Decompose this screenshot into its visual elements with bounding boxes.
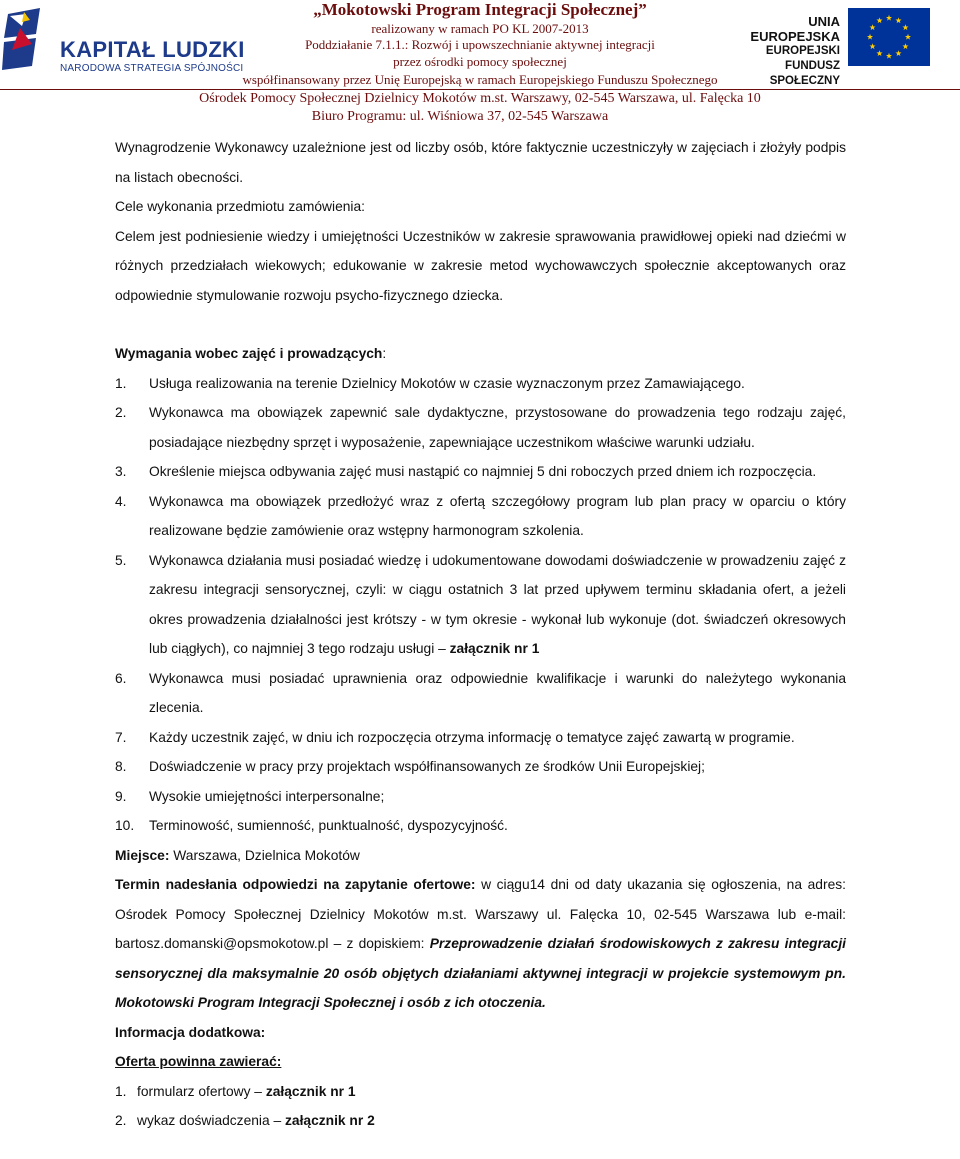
deadline-label: Termin nadesłania odpowiedzi na zapytanie ofertowe:: [115, 877, 476, 892]
list-item: [115, 782, 846, 812]
goals-paragraph: Celem jest podniesienie wiedzy i umiejętności Uczestników w zakresie sprawowania prawidłowej opieki nad dziećmi w różnych przedziałach wiekowych; edukowanie w zakresie metod wychowawczych społecznie akceptowanych oraz odpowiednie stymulowanie rozwoju psycho-fizycznego dziecka.: [115, 228, 846, 303]
item-text: Wykonawca działania musi posiadać wiedzę i udokumentowane dowodami doświadczenie w prowadzeniu zajęć z zakresu integracji sensorycznej, czyli: w ciągu ostatnich 3 lat przed upływem terminu składania ofert, a jeżeli okres prowadzenia działalności jest krótszy - w tym okresie - wykonał lub wykonuje (dot. świadczeń okresowych lub ciągłych), co najmniej 3 tego rodzaju usługi –: [149, 552, 846, 656]
list-item: [115, 487, 846, 546]
requirements-heading-text: Wymagania wobec zajęć i prowadzących: [115, 346, 383, 361]
document-body: [115, 133, 846, 1136]
item-number: 1.: [115, 375, 127, 391]
item-number: 9.: [115, 788, 127, 804]
item-number: 10.: [115, 818, 135, 833]
item-text: Określenie miejsca odbywania zajęć musi nastąpić co najmniej 5 dni roboczych przed dniem ich rozpoczęcia.: [149, 464, 817, 479]
eu-label-line-3: FUNDUSZ SPOŁECZNY: [769, 60, 840, 87]
list-item: [115, 723, 846, 753]
item-number: 3.: [115, 464, 127, 479]
program-line-5: współfinansowany przez Unię Europejską w ramach Europejskiego Funduszu Społecznego: [242, 72, 718, 87]
item-number: 2.: [115, 405, 127, 420]
list-item: [115, 1106, 846, 1136]
item-number: 4.: [115, 493, 127, 509]
attachments-list: [115, 1077, 846, 1136]
list-item: [115, 664, 846, 723]
program-line-2: realizowany w ramach PO KL 2007-2013: [371, 21, 589, 36]
eu-label-line-1: UNIA EUROPEJSKA: [750, 14, 840, 44]
attachment-reference: załącznik nr 1: [449, 641, 540, 656]
offer-heading-text: Oferta powinna zawierać:: [115, 1054, 282, 1069]
program-line-4: przez ośrodki pomocy społecznej: [393, 54, 567, 69]
requirements-heading-colon: :: [382, 346, 387, 361]
item-text: Wykonawca ma obowiązek zapewnić sale dydaktyczne, przystosowane do prowadzenia tego rodzaju zajęć, posiadające niezbędny sprzęt i wyposażenie, zapewniające uczestnikom właściwe warunki udziału.: [149, 405, 846, 450]
program-header-block: [230, 0, 730, 89]
attachment-reference: załącznik nr 2: [285, 1113, 375, 1128]
ops-address: Ośrodek Pomocy Społecznej Dzielnicy Mokotów m.st. Warszawy, 02-545 Warszawa, ul. Falęcka 10: [199, 91, 761, 106]
item-text: wykaz doświadczenia –: [137, 1113, 286, 1128]
item-number: 2.: [115, 1113, 127, 1128]
list-item: [115, 369, 846, 399]
item-text: Wysokie umiejętności interpersonalne;: [149, 788, 385, 804]
list-item: [115, 398, 846, 457]
list-item: [115, 752, 846, 782]
item-number: 8.: [115, 759, 127, 774]
attachment-reference: załącznik nr 1: [265, 1083, 356, 1099]
goals-heading-text: Cele wykonania przedmiotu zamówienia: [115, 199, 362, 214]
spacer: [115, 310, 846, 339]
program-title: „Mokotowski Program Integracji Społecznej”: [313, 0, 647, 19]
item-text: Każdy uczestnik zajęć, w dniu ich rozpoczęcia otrzyma informację o tematyce zajęć zawartą w programie.: [149, 729, 795, 745]
list-item: [115, 546, 846, 664]
deadline-paragraph: [115, 870, 846, 1018]
additional-info-heading: [115, 1018, 846, 1048]
logo-subtitle: NARODOWA STRATEGIA SPÓJNOŚCI: [60, 63, 244, 74]
remuneration-paragraph: Wynagrodzenie Wykonawcy uzależnione jest od liczby osób, które faktycznie uczestniczyły w zajęciach i złożyły podpis na listach obecności.: [115, 140, 846, 185]
place-label: Miejsce:: [115, 847, 170, 863]
deadline-text: w ciągu14 dni od daty ukazania się ogłoszenia, na adres: Ośrodek Pomocy Społecznej Dzielnicy Mokotów m.st. Warszawy ul. Falęcka 10, 02-545 Warszawa lub e-mail: bartosz.domanski@opsmokotow.pl – z dopiskiem:: [115, 877, 846, 951]
item-number: 1.: [115, 1083, 127, 1099]
additional-info-text: Informacja dodatkowa:: [115, 1024, 266, 1040]
list-item: [115, 811, 846, 841]
item-number: 7.: [115, 729, 127, 745]
eu-fund-label: [724, 14, 840, 89]
item-text: formularz ofertowy –: [137, 1083, 266, 1099]
goals-heading: [115, 192, 846, 222]
offer-heading: [115, 1047, 846, 1077]
list-item: [115, 457, 846, 487]
program-office-address: Biuro Programu: ul. Wiśniowa 37, 02-545 Warszawa: [311, 109, 609, 124]
place-value: Warszawa, Dzielnica Mokotów: [169, 847, 360, 863]
item-text: Terminowość, sumienność, punktualność, dyspozycyjność.: [149, 818, 508, 833]
item-text: Wykonawca musi posiadać uprawnienia oraz odpowiednie kwalifikacje i warunki do należytego wykonania zlecenia.: [149, 670, 846, 715]
goals-heading-colon: :: [361, 199, 366, 214]
page-header: [0, 0, 960, 128]
item-text: Wykonawca ma obowiązek przedłożyć wraz z ofertą szczegółowy program lub plan pracy w oparciu o który realizowane będzie zamówienie oraz wstępny harmonogram szkolenia.: [149, 493, 846, 538]
list-item: [115, 1077, 846, 1107]
item-number: 5.: [115, 552, 127, 568]
address-block: [0, 90, 960, 126]
program-line-3: Poddziałanie 7.1.1.: Rozwój i upowszechnianie aktywnej integracji: [305, 37, 655, 52]
eu-flag-icon: [848, 8, 930, 66]
kapital-ludzki-emblem-icon: [2, 8, 58, 70]
item-number: 6.: [115, 670, 127, 686]
item-text: Doświadczenie w pracy przy projektach współfinansowanych ze środków Unii Europejskiej;: [149, 759, 705, 774]
place-line: [115, 841, 846, 871]
requirements-heading: [115, 339, 846, 369]
logo-title: KAPITAŁ LUDZKI: [60, 37, 245, 62]
kapital-ludzki-logo: [2, 8, 245, 74]
eu-label-line-2: EUROPEJSKI: [765, 45, 840, 57]
item-text: Usługa realizowania na terenie Dzielnicy Mokotów w czasie wyznaczonym przez Zamawiającego.: [149, 375, 745, 391]
requirements-list: [115, 369, 846, 841]
deadline-subject: Przeprowadzenie działań środowiskowych z zakresu integracji sensorycznej dla maksymalnie 20 osób objętych działaniami aktywnej integracji w projekcie systemowym pn. Mokotowski Program Integracji Społecznej i osób z ich otoczenia.: [115, 936, 846, 1010]
